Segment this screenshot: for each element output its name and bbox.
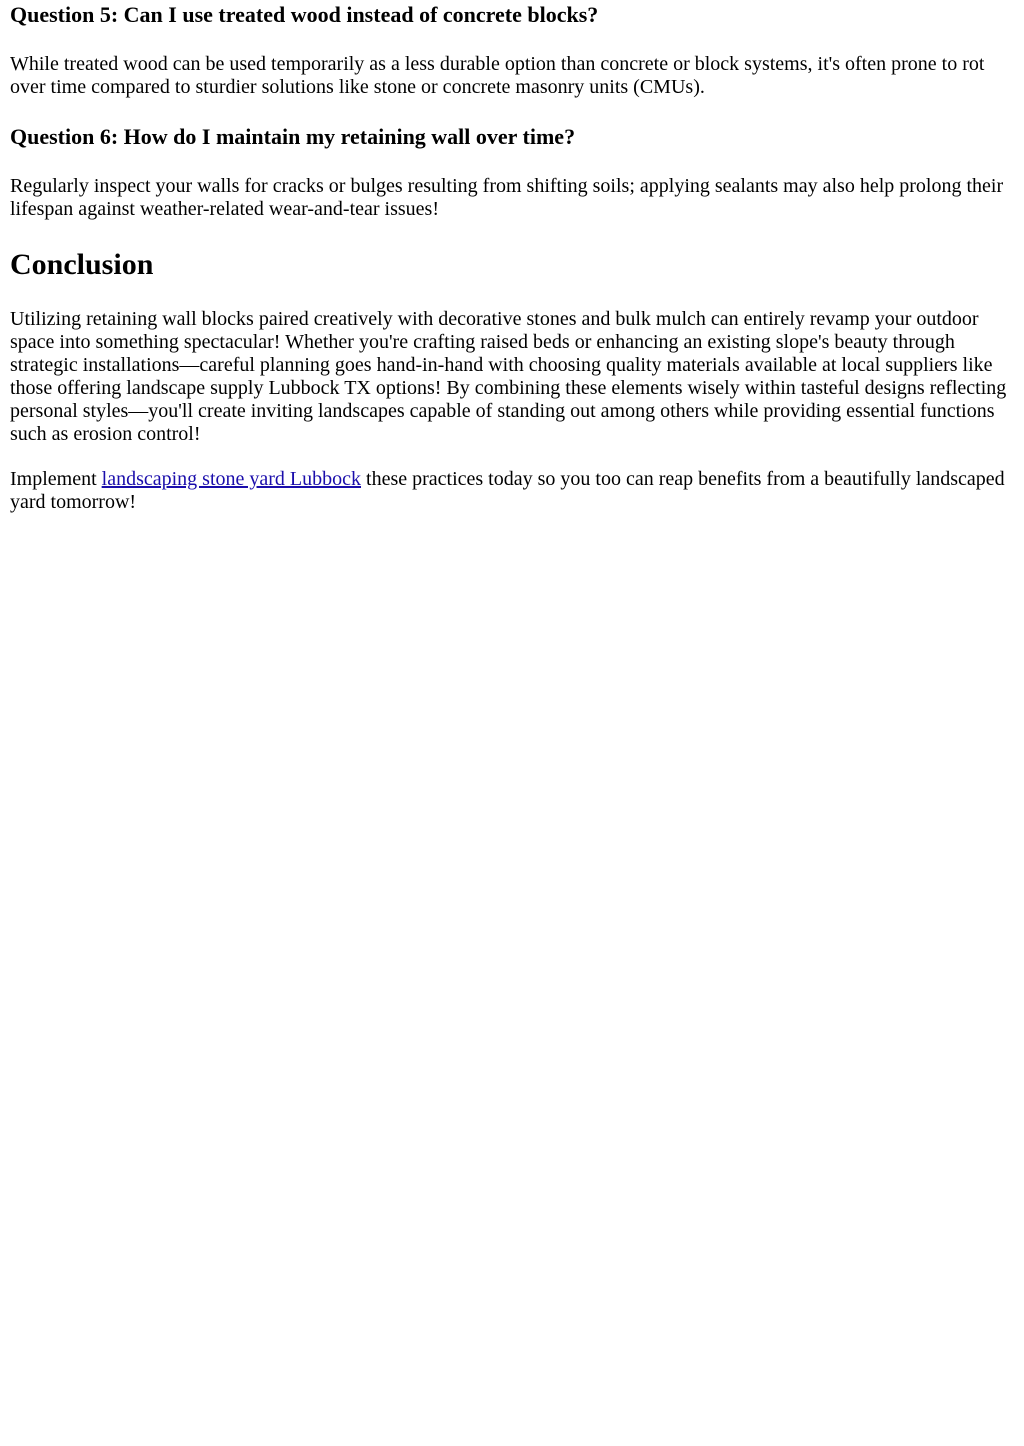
question-6-answer: Regularly inspect your walls for cracks or bulges resulting from shifting soils; applying sealants may also help prolong their lifespan against weather-related wear-and-tear issues! [10, 175, 1004, 220]
question-5-heading: Question 5: Can I use treated wood instead of concrete blocks? [10, 2, 599, 27]
closing-suffix-text: these practices today so you too can reap benefits from a beautifully landscaped yard tomorrow! [10, 468, 1005, 513]
conclusion-heading: Conclusion [10, 248, 154, 281]
question-6-heading: Question 6: How do I maintain my retaining wall over time? [10, 124, 576, 149]
question-5-answer: While treated wood can be used temporarily as a less durable option than concrete or block systems, it's often prone to rot over time compared to sturdier solutions like stone or concrete masonry units (CMUs). [10, 53, 985, 98]
closing-prefix-text: Implement [10, 468, 102, 490]
closing-paragraph [10, 468, 1014, 514]
landscaping-stone-yard-link[interactable]: landscaping stone yard Lubbock [101, 468, 362, 490]
conclusion-paragraph: Utilizing retaining wall blocks paired creatively with decorative stones and bulk mulch can entirely revamp your outdoor space into something spectacular! Whether you're crafting raised beds or enhancing an existing slope's beauty through strategic installations—careful planning goes hand-in-hand with choosing quality materials available at local suppliers like those offering landscape supply Lubbock TX options! By combining these elements wisely within tasteful designs reflecting personal styles—you'll create inviting landscapes capable of standing out among others while providing essential functions such as erosion control! [10, 308, 1007, 445]
